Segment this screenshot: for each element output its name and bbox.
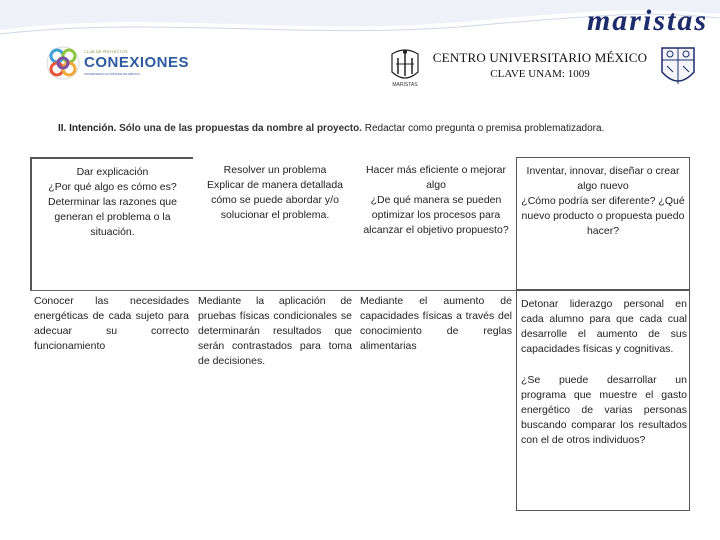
maristas-brand-logo: maristas bbox=[586, 4, 708, 37]
column-title: Inventar, innovar, diseñar o crear algo nuevo bbox=[526, 165, 680, 192]
column-answer: Conocer las necesidades energéticas de cada sujeto para adecuar su correcto funcionamiento bbox=[34, 295, 189, 352]
column-header bbox=[356, 157, 516, 290]
column-explain bbox=[30, 157, 193, 358]
logo-small-label: CLUB DE PROYECTOS bbox=[84, 49, 128, 54]
institution-clave: CLAVE UNAM: 1009 bbox=[490, 68, 590, 80]
instruction-prefix: II. Intención. bbox=[58, 123, 117, 134]
institution-name: CENTRO UNIVERSITARIO MÉXICO bbox=[432, 50, 648, 65]
column-answer: Detonar liderazgo personal en cada alumno para que cada cual desarrolle el aumento de sus capacidades físicas y cognitivas. bbox=[521, 298, 687, 355]
column-improve bbox=[356, 157, 516, 358]
column-innovate bbox=[516, 157, 690, 290]
logo-name: CONEXIONES bbox=[84, 54, 190, 71]
column-header bbox=[30, 157, 193, 290]
column-answer-question: ¿Se puede desarrollar un programa que muestre el gasto energético de varias personas buscando comparar los resultados con el de otros individuos? bbox=[521, 374, 687, 446]
column-title: Hacer más eficiente o mejorar algo bbox=[365, 164, 507, 191]
conexiones-network-icon bbox=[44, 44, 82, 82]
column-answer: Mediante el aumento de capacidades físicas a través del conocimiento de reglas alimentarias bbox=[360, 295, 512, 352]
instruction-text bbox=[58, 123, 698, 134]
university-shield-icon bbox=[658, 44, 698, 92]
column-description: ¿Cómo podría ser diferente? ¿Qué nuevo producto o propuesta puedo hacer? bbox=[521, 195, 685, 237]
column-description: Explicar de manera detallada cómo se puede abordar y/o solucionar el problema. bbox=[207, 179, 343, 221]
instruction-emphasis: Sólo una de las propuestas da nombre al proyecto. bbox=[119, 123, 362, 134]
innovate-answer-box bbox=[516, 290, 690, 511]
column-answer: Mediante la aplicación de pruebas físicas condicionales se determinarán resultados que serán contrastados para toma de decisiones. bbox=[198, 295, 352, 367]
column-header bbox=[194, 157, 356, 290]
column-title: Resolver un problema bbox=[223, 164, 327, 176]
logo-tagline: UNIVERSIDAD AUTÓNOMA DE MÉXICO bbox=[84, 72, 141, 76]
column-title: Dar explicación bbox=[76, 166, 149, 178]
conexiones-logo bbox=[44, 44, 194, 84]
column-solve bbox=[194, 157, 356, 373]
crest-left-label: MARISTAS bbox=[392, 82, 418, 88]
column-description: ¿Por qué algo es cómo es? Determinar las razones que generan el problema o la situación. bbox=[48, 181, 177, 238]
instruction-rest: Redactar como pregunta o premisa problematizadora. bbox=[364, 123, 605, 134]
column-header bbox=[516, 157, 690, 290]
column-description: ¿De qué manera se pueden optimizar los procesos para alcanzar el objetivo propuesto? bbox=[363, 194, 509, 236]
